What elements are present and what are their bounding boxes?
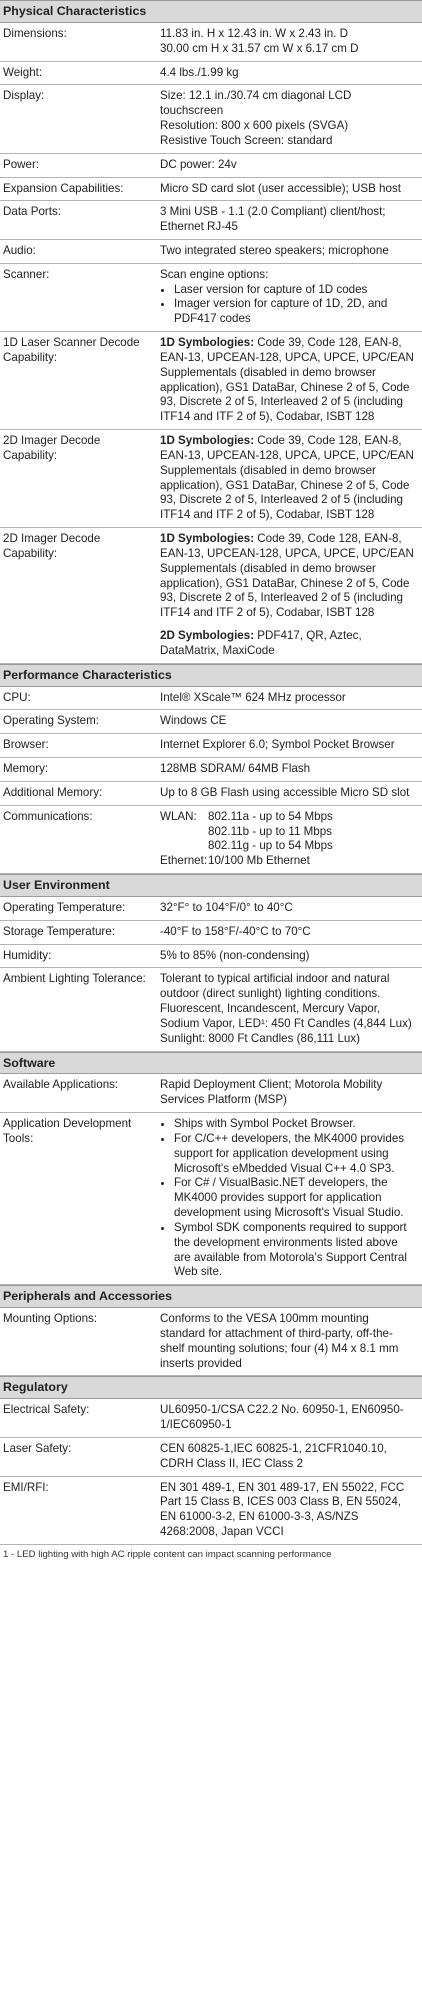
spec-value [150,430,422,527]
spec-value [150,782,422,805]
section-title: User Environment [0,874,422,897]
spec-label: Additional Memory: [3,785,103,799]
spec-value [150,240,422,263]
spec-value [150,758,422,781]
section-title: Performance Characteristics [0,664,422,687]
spec-section [0,874,422,1052]
spec-value [150,968,422,1050]
spec-label: Scanner: [3,267,50,281]
bullet-list [160,1117,416,1280]
spec-row [0,710,422,734]
spec-value-line: Internet Explorer 6.0; Symbol Pocket Browser [160,738,395,752]
spec-value [150,23,422,61]
spec-row [0,945,422,969]
symbology-paragraph [160,532,416,621]
spec-label: Weight: [3,65,43,79]
spec-value [150,897,422,920]
comm-value-line: 802.11a - up to 54 Mbps [208,809,333,823]
comm-values [208,810,333,854]
symbology-list: Code 39, Code 128, EAN-8, EAN-13, UPCEAN-128, UPCA, UPCE, UPC/EAN Supplementals (disabled in demo browser application), GS1 DataBar, Chinese 2 of 5, Code 93, Discrete 2 of 5, Interleaved 2 of 5 (including ITF14 and ITF 2 of 5), Codabar, ISBT 128 [160,336,414,424]
spec-label: Power: [3,157,40,171]
spec-row [0,687,422,711]
spec-value [150,710,422,733]
spec-label: 2D Imager Decode Capability: [3,532,101,560]
spec-value-line: 30.00 cm H x 31.57 cm W x 6.17 cm D [160,41,359,55]
spec-value-line: Intel® XScale™ 624 MHz processor [160,690,346,704]
spec-label: Humidity: [3,948,52,962]
spec-value [150,528,422,663]
spec-value-line: 32°F° to 104°F/0° to 40°C [160,900,293,914]
spec-label: Laser Safety: [3,1441,72,1455]
spec-value-line: UL60950-1/CSA C22.2 No. 60950-1, EN60950-1/IEC60950-1 [160,1403,404,1432]
spec-label: Operating Temperature: [3,900,126,914]
spec-row [0,1308,422,1376]
spec-row [0,1113,422,1285]
spec-label: Audio: [3,243,36,257]
comm-value-line: 802.11b - up to 11 Mbps [208,824,332,838]
comm-label: Ethernet: [160,854,208,868]
spec-value-line: Resolution: 800 x 600 pixels (SVGA) [160,119,349,133]
spec-label: Browser: [3,738,49,752]
spec-row [0,1399,422,1438]
spec-label: Mounting Options: [3,1312,98,1326]
spec-value [150,332,422,429]
comm-value-line: 10/100 Mb Ethernet [208,854,310,868]
spec-value-line: Two integrated stereo speakers; microphone [160,243,389,257]
spec-row [0,240,422,264]
spec-row [0,897,422,921]
comm-block [160,810,416,854]
spec-label: Dimensions: [3,26,67,40]
spec-row [0,528,422,664]
spec-row [0,782,422,806]
spec-section [0,1285,422,1376]
spec-value [150,1477,422,1544]
spec-label: Available Applications: [3,1078,119,1092]
spec-row [0,806,422,874]
comm-block [160,854,416,869]
spec-value [150,687,422,710]
symbology-paragraph [160,434,416,523]
symbology-list: Code 39, Code 128, EAN-8, EAN-13, UPCEAN-128, UPCA, UPCE, UPC/EAN Supplementals (disabled in demo browser application), GS1 DataBar, Chinese 2 of 5, Code 93, Discrete 2 of 5, Interleaved 2 of 5 (including ITF14 and ITF 2 of 5), Codabar, ISBT 128 [160,532,414,620]
spec-value-line: 11.83 in. H x 12.43 in. W x 2.43 in. D [160,26,348,40]
section-title: Software [0,1052,422,1075]
spec-value [150,178,422,201]
symbology-heading: 1D Symbologies: [160,532,255,546]
spec-row [0,62,422,86]
symbology-heading: 2D Symbologies: [160,629,255,643]
spec-value [150,1308,422,1375]
spec-value-line: EN 61000-3-2, EN 61000-3-3, AS/NZS 4268:2008, Japan VCCI [160,1510,359,1539]
spec-row [0,154,422,178]
spec-value-line: CEN 60825-1,IEC 60825-1, 21CFR1040.10, CDRH Class II, IEC Class 2 [160,1441,387,1470]
comm-value-line: 802.11g - up to 54 Mbps [208,839,333,853]
footnote: 1 - LED lighting with high AC ripple content can impact scanning performance [3,1548,332,1560]
spec-value [150,945,422,968]
bullet-list [160,283,416,327]
spec-value-line: Windows CE [160,714,227,728]
spec-value [150,734,422,757]
spec-value-line: Conforms to the VESA 100mm mounting standard for attachment of third-party, off-the-shelf mounting solutions; four (4) M4 x 8.1 mm inserts provided [160,1312,399,1370]
spec-section [0,0,422,664]
spec-value-line: Resistive Touch Screen: standard [160,133,333,147]
spec-value [150,1438,422,1476]
spec-label: Memory: [3,762,49,776]
spec-row [0,758,422,782]
spec-row [0,1477,422,1545]
spec-section [0,1376,422,1545]
bullet-item: • For C/C++ developers, the MK4000 provides support for application development using Microsoft's eMbedded Visual C++ 4.0 SP3. [174,1132,416,1176]
spec-row [0,1074,422,1113]
spec-row [0,921,422,945]
spec-label: Communications: [3,809,93,823]
spec-value [150,201,422,239]
spec-label: Data Ports: [3,205,61,219]
bullet-item: • Imager version for capture of 1D, 2D, and PDF417 codes [174,297,416,327]
spec-label: CPU: [3,690,31,704]
spec-value-line: 3 Mini USB - 1.1 (2.0 Compliant) client/host; Ethernet RJ-45 [160,205,386,234]
spec-row [0,430,422,528]
spec-value-line: DC power: 24v [160,157,237,171]
spec-row [0,332,422,430]
symbology-paragraph [160,336,416,425]
spec-value [150,806,422,873]
section-title: Physical Characteristics [0,0,422,23]
spec-row [0,23,422,62]
spec-value-line: -40°F to 158°F/-40°C to 70°C [160,924,311,938]
section-title: Regulatory [0,1376,422,1399]
spec-section [0,1052,422,1286]
spec-label: Expansion Capabilities: [3,181,124,195]
spec-row [0,85,422,153]
bullet-item: • For C# / VisualBasic.NET developers, the MK4000 provides support for application development using Microsoft's Visual Studio. [174,1176,416,1220]
spec-label: Display: [3,89,45,103]
comm-label: WLAN: [160,809,197,823]
spec-label: Ambient Lighting Tolerance: [3,972,146,986]
section-title: Peripherals and Accessories [0,1285,422,1308]
spec-label: Electrical Safety: [3,1403,90,1417]
bullet-item: • Symbol SDK components required to support the development environments listed above are available from Motorola's Support Central Web site. [174,1221,416,1280]
spec-value-line: EN 301 489-1, EN 301 489-17, EN 55022, FCC Part 15 Class B, ICES 003 Class B, EN 55024, [160,1480,405,1509]
spec-value [150,264,422,331]
spec-value-line: Tolerant to typical artificial indoor and natural outdoor (direct sunlight) lighting conditions. Fluorescent, Incandescent, Mercury Vapor, Sodium Vapor, LED¹: 450 Ft Candles (4,844 Lux) Sunlight: 8000 Ft Candles (86,111 Lux) [160,972,412,1045]
bullet-item: • Laser version for capture of 1D codes [174,283,416,298]
symbology-list: PDF417, QR, Aztec, DataMatrix, MaxiCode [160,629,362,657]
spec-value [150,1074,422,1112]
spec-value-line: Micro SD card slot (user accessible); USB host [160,181,401,195]
spec-label: Application Development Tools: [3,1117,132,1145]
symbology-paragraph [160,629,416,659]
symbology-list: Code 39, Code 128, EAN-8, EAN-13, UPCEAN-128, UPCA, UPCE, UPC/EAN Supplementals (disabled in demo browser application), GS1 DataBar, Chinese 2 of 5, Code 93, Discrete 2 of 5, Interleaved 2 of 5 (including ITF14 and ITF 2 of 5), Codabar, ISBT 128 [160,434,414,522]
spec-label: 1D Laser Scanner Decode Capability: [3,336,140,364]
spec-value [150,1399,422,1437]
spec-label: Operating System: [3,714,100,728]
spec-value [150,154,422,177]
spec-row [0,178,422,202]
spec-row [0,201,422,240]
spec-value-line: Rapid Deployment Client; Motorola Mobility Services Platform (MSP) [160,1078,383,1107]
spec-section [0,664,422,874]
bullet-item: • Ships with Symbol Pocket Browser. [174,1117,416,1132]
spec-row [0,734,422,758]
spec-label: Storage Temperature: [3,924,115,938]
spec-value-line: 4.4 lbs./1.99 kg [160,65,239,79]
spec-label: 2D Imager Decode Capability: [3,434,101,462]
symbology-heading: 1D Symbologies: [160,336,255,350]
spec-value-line: 128MB SDRAM/ 64MB Flash [160,762,311,776]
spec-value-line: 5% to 85% (non-condensing) [160,948,310,962]
spec-row [0,264,422,332]
spec-value [150,85,422,152]
comm-values [208,854,310,869]
symbology-heading: 1D Symbologies: [160,434,255,448]
spec-value [150,921,422,944]
spec-row [0,1438,422,1477]
spec-label: EMI/RFI: [3,1480,49,1494]
spec-value-line: Size: 12.1 in./30.74 cm diagonal LCD touchscreen [160,89,352,118]
spec-value [150,62,422,85]
spec-row [0,968,422,1051]
spec-value [150,1113,422,1284]
spec-value-line: Up to 8 GB Flash using accessible Micro SD slot [160,785,410,799]
spec-value-line: Scan engine options: [160,267,269,281]
